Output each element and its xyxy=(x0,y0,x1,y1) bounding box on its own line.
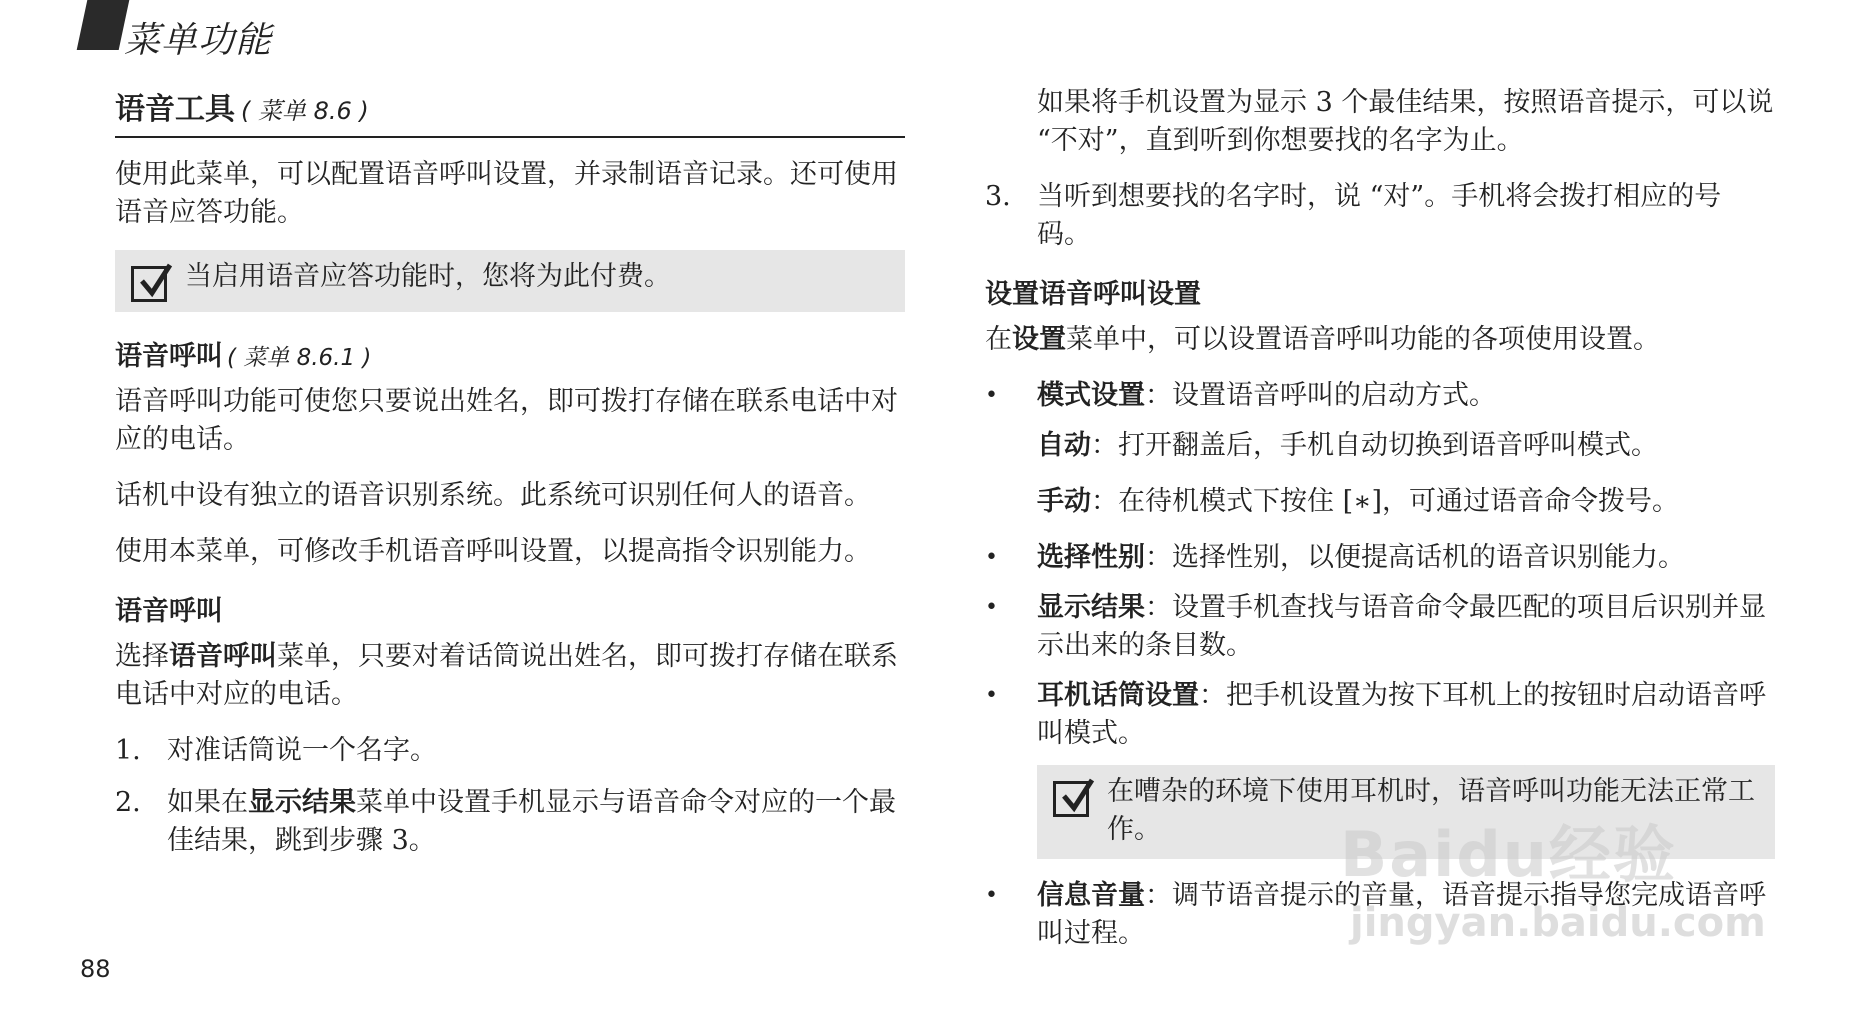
bullet-item xyxy=(985,589,1775,665)
bold-term: 显示结果 xyxy=(248,787,356,818)
subsection-menu-ref: ( 菜单 8.6.1 ) xyxy=(227,345,372,371)
option-line xyxy=(1037,483,1775,521)
paragraph: 话机中设有独立的语音识别系统。此系统可识别任何人的语音。 xyxy=(115,480,871,511)
option-line xyxy=(1037,427,1775,465)
bullet-text xyxy=(1037,539,1775,577)
text-run: ：设置语音呼叫的启动方式。 xyxy=(1145,380,1496,411)
bullet-icon: • xyxy=(985,545,998,570)
section-menu-ref: ( 菜单 8.6 ) xyxy=(241,97,369,125)
note-text: 当启用语音应答功能时，您将为此付费。 xyxy=(185,261,671,292)
subsection-title-text: 语音呼叫 xyxy=(115,341,223,372)
header-bar-graphic xyxy=(77,0,130,50)
text-run: ：在待机模式下按住 [∗]，可通过语音命令拨号。 xyxy=(1091,486,1680,517)
step-text: 对准话筒说一个名字。 xyxy=(167,735,437,766)
step-number: 1. xyxy=(115,735,141,766)
bold-term: 手动 xyxy=(1037,486,1091,517)
text-run: 如果在 xyxy=(167,787,248,818)
note-text: 在嘈杂的环境下使用耳机时，语音呼叫功能无法正常工作。 xyxy=(1107,776,1755,845)
watermark-url: jingyan.baidu.com xyxy=(1350,900,1766,946)
intro-paragraph: 使用此菜单，可以配置语音呼叫设置，并录制语音记录。还可使用语音应答功能。 xyxy=(115,159,898,228)
bullet-icon: • xyxy=(985,383,998,408)
text-run: 菜单中设置手机显示与语音命令对应的一个最佳结果，跳到步骤 3。 xyxy=(167,787,896,856)
step-number: 3. xyxy=(985,181,1011,212)
bullet-icon: • xyxy=(985,883,998,908)
note-box xyxy=(115,250,905,312)
text-run: ：选择性别，以便提高话机的语音识别能力。 xyxy=(1145,542,1685,573)
step-item xyxy=(115,732,905,770)
watermark-logo: Baidu经验 xyxy=(1340,818,1677,891)
text-run: ：调节语音提示的音量，语音提示指导您完成语音呼叫过程。 xyxy=(1037,880,1766,949)
checkbox-note-icon xyxy=(1053,781,1089,817)
paragraph: 语音呼叫功能可使您只要说出姓名，即可拨打存储在联系电话中对应的电话。 xyxy=(115,386,898,455)
text-run: 菜单，只要对着话筒说出姓名，即可拨打存储在联系电话中对应的电话。 xyxy=(115,641,898,710)
paragraph xyxy=(985,321,1775,359)
subsection-title: 语音呼叫 xyxy=(115,596,223,627)
bullet-item xyxy=(985,377,1775,415)
bullet-icon: • xyxy=(985,683,998,708)
checkbox-note-icon xyxy=(131,266,167,302)
step-continuation: 如果将手机设置为显示 3 个最佳结果，按照语音提示，可以说 “不对”，直到听到你想要找的名字为止。 xyxy=(1037,87,1774,156)
step-text xyxy=(167,784,905,860)
bold-term: 耳机话筒设置 xyxy=(1037,680,1199,711)
text-run: ：打开翻盖后，手机自动切换到语音呼叫模式。 xyxy=(1091,430,1658,461)
step-number: 2. xyxy=(115,787,141,818)
subsection-title xyxy=(115,334,905,373)
bold-term: 选择性别 xyxy=(1037,542,1145,573)
text-run: 选择 xyxy=(115,641,169,672)
bullet-text xyxy=(1037,677,1775,753)
bullet-item xyxy=(985,677,1775,753)
paragraph: 使用本菜单，可修改手机语音呼叫设置，以提高指令识别能力。 xyxy=(115,536,871,567)
left-column xyxy=(115,84,905,874)
text-run: 在 xyxy=(985,324,1012,355)
bold-term: 自动 xyxy=(1037,430,1091,461)
bold-term: 信息音量 xyxy=(1037,880,1145,911)
page-number: 88 xyxy=(80,955,111,983)
bullet-item xyxy=(985,539,1775,577)
bullet-text xyxy=(1037,589,1775,665)
bold-term: 显示结果 xyxy=(1037,592,1145,623)
paragraph xyxy=(115,638,905,714)
section-title-text: 语音工具 xyxy=(115,92,235,127)
text-run: 菜单中，可以设置语音呼叫功能的各项使用设置。 xyxy=(1066,324,1660,355)
bold-term: 语音呼叫 xyxy=(169,641,277,672)
bullet-text xyxy=(1037,377,1775,415)
step-item xyxy=(115,784,905,860)
bold-term: 设置 xyxy=(1012,324,1066,355)
header-title: 菜单功能 xyxy=(124,20,273,61)
bold-term: 模式设置 xyxy=(1037,380,1145,411)
section-title xyxy=(115,84,905,138)
text-run: ：设置手机查找与语音命令最匹配的项目后识别并显示出来的条目数。 xyxy=(1037,592,1766,661)
step-text: 当听到想要找的名字时，说 “对”。手机将会拨打相应的号码。 xyxy=(1037,181,1722,250)
text-run: ：把手机设置为按下耳机上的按钮时启动语音呼叫模式。 xyxy=(1037,680,1766,749)
step-item xyxy=(985,178,1775,254)
bullet-icon: • xyxy=(985,595,998,620)
subsection-title: 设置语音呼叫设置 xyxy=(985,279,1201,310)
